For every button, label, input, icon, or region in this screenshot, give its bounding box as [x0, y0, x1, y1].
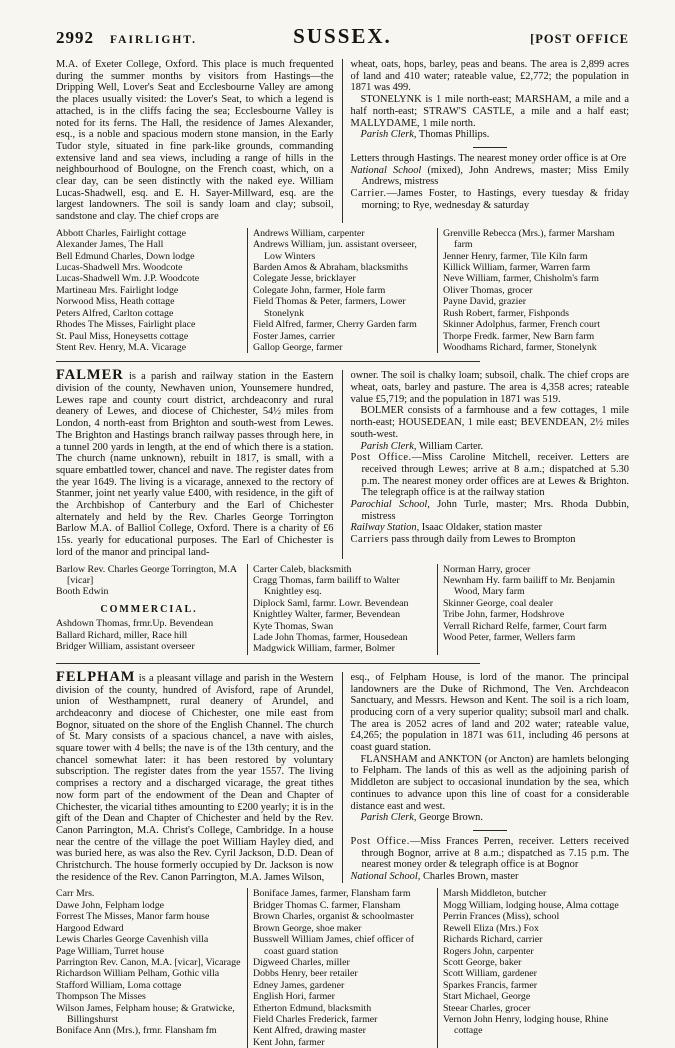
falmer-owner-paragraph: owner. The soil is chalky loam; subsoil, chalk. The chief crops are wheat, oats, barley and pasture. The area is 4,358 acres; rateable value £5,719; and the population in 1871 was 519.	[350, 370, 629, 405]
directory-entry: Bridger Thomas C. farmer, Flansham	[252, 899, 401, 911]
directory-entry: Jenner Henry, farmer, Tile Kiln farm	[442, 250, 588, 262]
directory-entry: Field Thomas & Peter, farmers, Lower Stonelynk	[252, 296, 406, 319]
falmer-prose	[56, 367, 629, 558]
directory-entry: Etherton Edmund, blacksmith	[252, 1002, 372, 1014]
directory-entry: Sparkes Francis, farmer	[442, 979, 537, 991]
directory-entry: Colegate Jesse, bricklayer	[252, 273, 356, 285]
fairlight-parish-clerk: Parish Clerk, Thomas Phillips.	[360, 129, 490, 141]
fairlight-letters-note: Letters through Hastings. The nearest money order office is at Ore	[350, 152, 627, 164]
felpham-directory-col3	[438, 888, 629, 1048]
directory-entry: Page William, Turret house	[56, 945, 165, 957]
directory-entry: Diplock Saml, farmr. Lowr. Bevendean	[252, 597, 409, 609]
directory-entry: Bridger William, assistant overseer	[56, 641, 195, 652]
felpham-directory-col1	[56, 888, 247, 1048]
felpham-directory	[56, 888, 629, 1048]
directory-entry: Payne David, grazier	[442, 296, 527, 308]
directory-entry: Skinner Adolphus, farmer, French court	[442, 319, 600, 331]
falmer-description-paragraph: FALMER is a parish and railway station in the Eastern division of the county, Newhaven union, Younsemere hundred, Lewes rape and county court district, archdeaconry and rural deanery of Lewes, and diocese of Chichester, 54½ miles from London, 4 north-east from Brighton and south-west from Lewes. The Brighton and Hastings branch railway passes through here, in a tunnel 200 yards in length, at the end of which there is a station. The church (name unknown), rebuilt in 1817, is small, with a square embattled tower, chancel and nave. The register dates from the year 1649. The living is a vicarage, annexed to the rectory of Stanmer, joint net yearly value £400, with residence, in the gift of the Archbishop of Canterbury and the Earl of Chichester alternately and held by the Rev. Charles George Torrington Barlow M.A. of Balliol College, Oxford. There is a charity of £6 15s. yearly for educational purposes. The Earl of Chichester is lord of the manor and principal land-	[56, 367, 334, 558]
falmer-carriers-note: Carriers pass through daily from Lewes to Brompton	[350, 534, 576, 546]
directory-entry: Rogers John, carpenter	[442, 945, 534, 957]
fairlight-continuation-paragraph: M.A. of Exeter College, Oxford. This place is much frequented during the summer months by visitors from Hastings—the Dripping Well, Lover's Seat and Ecclesbourne Valley are among the places usually visited: the Lover's Seat, to which a legend is attached, is in the cliffs facing the sea; Ecclesbourne Valley is noted for its ferns. The Hall, the residence of James Alexander, esq., is a noble and spacious modern stone mansion, in the Early Tudor style, situated in fine park-like grounds, commanding extensive land and sea views, including a range of hills in the neighbourhood of Boulogne, on the French coast, which, on a clear day, can be seen distinctly with the naked eye. William Lucas-Shadwell, esq. and E. H. Sayer-Millward, esq. are the largest landowners. The soil is sandy loam and clay; subsoil, sandstone and clay. The chief crops are	[56, 59, 334, 223]
directory-entry: Stafford William, Loma cottage	[56, 979, 182, 991]
directory-entry: Scott William, gardener	[442, 968, 537, 980]
directory-entry: Edney James, gardener	[252, 979, 345, 991]
directory-entry: Marsh Middleton, butcher	[442, 888, 547, 900]
felpham-parish-clerk: Parish Clerk, George Brown.	[360, 812, 483, 824]
directory-entry: Hargood Edward	[56, 922, 124, 934]
falmer-directory	[56, 564, 629, 655]
falmer-lead-word: FALMER	[56, 367, 124, 384]
directory-entry: Wood Peter, farmer, Wellers farm	[442, 632, 576, 643]
header-left	[56, 28, 247, 48]
section-divider	[56, 361, 480, 362]
directory-entry: Norwood Miss, Heath cottage	[56, 296, 175, 308]
directory-entry: Parrington Rev. Canon, M.A. [vicar], Vicarage	[56, 956, 241, 968]
running-head-place: FAIRLIGHT.	[110, 34, 197, 46]
fairlight-directory	[56, 228, 629, 353]
directory-entry: Digweed Charles, miller	[252, 956, 350, 968]
directory-entry: Madgwick William, farmer, Bolmer	[252, 643, 395, 655]
fairlight-directory-col2	[247, 228, 438, 353]
directory-entry: Lucas-Shadwell Wm. J.P. Woodcote	[56, 273, 200, 285]
section-divider	[56, 663, 480, 664]
directory-entry: Newnham Hy. farm bailiff to Mr. Benjamin Wood, Mary farm	[442, 574, 615, 598]
directory-entry: Bell Edmund Charles, Down lodge	[56, 250, 195, 262]
directory-entry: Verrall Richard Relfe, farmer, Court farm	[442, 620, 607, 632]
directory-entry: English Hori, farmer	[252, 991, 335, 1003]
directory-entry: Lewis Charles George Cavenhish villa	[56, 934, 209, 946]
directory-entry: Killick William, farmer, Warren farm	[442, 262, 591, 274]
fairlight-hamlets-paragraph: STONELYNK is 1 mile north-east; MARSHAM, a mile and a half north-east; STRAW'S CASTLE, a mile and a half east; MALLYDAME, 1 mile north.	[350, 94, 629, 129]
felpham-right-column	[343, 672, 630, 884]
directory-entry: Peters Alfred, Carlton cottage	[56, 307, 174, 319]
directory-entry: Thompson The Misses	[56, 991, 146, 1003]
felpham-manor-paragraph: esq., of Felpham House, is lord of the manor. The principal landowners are the Duke of Richmond, The Ven. Archdeacon Sanctuary, and Messrs. Hewson and Kent. The soil is a rich loam, producing corn of a very superior quality; subsoil marl and chalk. The area is 2052 acres of land and 202 water; rateable value, £4,265; the population in 1871 was 611, including 46 persons at coast guard station.	[350, 671, 629, 754]
directory-entry: Rewell Eliza (Mrs.) Fox	[442, 922, 539, 934]
fairlight-right-column	[343, 59, 630, 223]
page-header	[56, 24, 629, 49]
directory-entry: Andrews William, carpenter	[252, 227, 365, 239]
directory-entry: Abbott Charles, Fairlight cottage	[56, 227, 186, 239]
page-number: 2992	[56, 28, 94, 47]
felpham-directory-col2	[247, 888, 438, 1048]
directory-entry: Grenville Rebecca (Mrs.), farmer Marsham farm	[442, 227, 615, 251]
directory-entry: Brown Charles, organist & schoolmaster	[252, 911, 414, 923]
directory-entry: Rush Robert, farmer, Fishponds	[442, 307, 569, 319]
directory-entry: Ashdown Thomas, frmr.Up. Bevendean	[56, 618, 214, 630]
directory-entry: Skinner George, coal dealer	[442, 597, 553, 609]
fairlight-directory-col1	[56, 228, 247, 353]
directory-entry: Barlow Rev. Charles George Torrington, M.A [vicar]	[56, 563, 237, 586]
falmer-left-column	[56, 367, 343, 558]
directory-entry: Cragg Thomas, farm bailiff to Walter Knightley esq.	[252, 574, 400, 598]
felpham-flansham-paragraph: FLANSHAM and ANKTON (or Ancton) are hamlets belonging to Felpham. The lands of this as well as the adjoining parish of Middleton are subject to occasional inundation by the sea, which continues to advance upon this line of coast for a considerable distance east and west.	[350, 753, 629, 812]
directory-entry: Carr Mrs.	[56, 888, 95, 900]
directory-entry: Lade John Thomas, farmer, Housedean	[252, 632, 408, 643]
directory-entry: Oliver Thomas, grocer	[442, 284, 533, 296]
falmer-parish-clerk: Parish Clerk, William Carter.	[360, 440, 484, 452]
directory-entry: Busswell William James, chief officer of coast guard station	[252, 934, 415, 957]
directory-entry: Barden Amos & Abraham, blacksmiths	[252, 262, 408, 274]
felpham-lead-word: FELPHAM	[56, 668, 136, 685]
directory-entry: Ballard Richard, miller, Race hill	[56, 629, 188, 641]
directory-entry: Thorpe Fredk. farmer, New Barn farm	[442, 330, 595, 342]
commercial-heading: COMMERCIAL.	[100, 603, 198, 615]
directory-entry: Wilson James, Felpham house; & Gratwicke, Billingshurst	[56, 1002, 235, 1025]
fairlight-carrier-note: Carrier.—James Foster, to Hastings, every tuesday & friday morning; to Rye, wednesday & saturday	[350, 188, 629, 211]
fairlight-school-note: National School (mixed), John Andrews, master; Miss Emily Andrews, mistress	[350, 164, 630, 188]
felpham-post-office-note: Post Office.—Miss Frances Perren, receiver. Letters received through Bognor, arrive at 8 a.m.; dispatched as 7.15 p.m. The nearest money order & telegraph office is at Bognor	[350, 835, 629, 871]
directory-entry: Kent Alfred, drawing master	[252, 1025, 366, 1037]
directory-entry: Field Alfred, farmer, Cherry Garden farm	[252, 319, 417, 331]
falmer-right-column	[343, 370, 630, 558]
directory-entry: Alexander James, The Hall	[56, 239, 164, 251]
directory-entry: Kent John, farmer	[252, 1036, 325, 1048]
directory-entry: Boniface Ann (Mrs.), frmr. Flansham fm	[56, 1025, 217, 1037]
falmer-bolmer-paragraph: BOLMER consists of a farmhouse and a few cottages, 1 mile north-east; HOUSEDEAN, 1 mile east; BEVENDEAN, 2½ miles south-west.	[350, 405, 629, 440]
directory-entry: Knightley Walter, farmer, Bevendean	[252, 609, 401, 621]
directory-entry: Dobbs Henry, beer retailer	[252, 968, 358, 980]
felpham-prose	[56, 668, 629, 884]
falmer-directory-col2	[247, 564, 438, 655]
directory-entry: Colegate John, farmer, Hole farm	[252, 284, 386, 296]
directory-entry: Foster James, carrier	[252, 330, 335, 342]
falmer-commercial-entries	[56, 618, 242, 652]
directory-entry: Martineau Mrs. Fairlight lodge	[56, 284, 179, 296]
falmer-parochial-school-note: Parochial School, John Turle, master; Mrs. Rhoda Dubbin, mistress	[350, 499, 629, 522]
directory-entry: Brown George, shoe maker	[252, 922, 362, 934]
running-head-directory: [POST OFFICE	[530, 32, 629, 46]
directory-entry: Rhodes The Misses, Fairlight place	[56, 319, 196, 331]
falmer-post-office-note: Post Office.—Miss Caroline Mitchell, receiver. Letters are received through Lewes; arrive at 8 a.m.; dispatched at 5.30 p.m. The nearest money order offices are at Lewes & Brighton. The telegraph office is at the railway station	[350, 452, 629, 499]
directory-entry: Vernon John Henry, lodging house, Rhine cottage	[442, 1013, 609, 1037]
directory-entry: Woodhams Richard, farmer, Stonelynk	[442, 341, 597, 353]
directory-entry: Gallop George, farmer	[252, 341, 343, 353]
directory-entry: Field Charles Frederick, farmer	[252, 1013, 378, 1025]
fairlight-crops-paragraph: wheat, oats, hops, barley, peas and beans. The area is 2,899 acres of land and 410 water; rateable value, £2,772; the population in 1871 was 499.	[350, 59, 629, 94]
directory-entry: Carter Caleb, blacksmith	[252, 563, 352, 575]
directory-entry: Start Michael, George	[442, 991, 531, 1003]
directory-entry: Forrest The Misses, Manor farm house	[56, 911, 210, 923]
directory-entry: Kyte Thomas, Swan	[252, 620, 334, 632]
directory-entry: St. Paul Miss, Honeysetts cottage	[56, 330, 189, 342]
directory-entry: Boniface James, farmer, Flansham farm	[252, 888, 411, 900]
felpham-description-paragraph: FELPHAM is a pleasant village and parish in the Western division of the county, hundred of Avisford, rape of Arundel, union of Westhampnett, rural deanery of Arundel, and archdeaconry and diocese of Chichester, one mile east from Bognor, situated on the shore of the English Channel. The church of St. Mary consists of a spacious chancel, a nave with aisles, square tower with 4 bells; the nave is of the 13th century, and the chancel somewhat later: it has been restored by voluntary subscription. The register dates from the year 1557. The living comprises a rectory and a discharged vicarage, the great tithes now form part of the endowment of the Dean and Chapter of Chichester, the vicarial tithes amounting to £200 yearly; it is in the gift of the Dean and Chapter of Chichester and held by the Rev. Canon Parrington, M.A. Christ's College, Cambridge. In a house near the centre of the village the poet William Hayley died, and was buried here, as was also the Rev. Cyril Jackson, D.D. Dean of Christchurch. The house formerly occupied by Dr. Jackson is now the residence of the Rev. Canon Parrington, M.A. James Wilson,	[56, 668, 334, 883]
falmer-directory-col3	[438, 564, 629, 655]
falmer-directory-col1	[56, 564, 247, 655]
directory-entry: Richardson William Pelham, Gothic villa	[56, 968, 220, 980]
directory-entry: Mogg William, lodging house, Alma cottage	[442, 899, 619, 911]
felpham-left-column	[56, 668, 343, 884]
directory-entry: Stent Rev. Henry, M.A. Vicarage	[56, 341, 187, 353]
directory-entry: Dawe John, Felpham lodge	[56, 899, 165, 911]
falmer-railway-station-note: Railway Station, Isaac Oldaker, station master	[350, 522, 542, 534]
directory-entry: Lucas-Shadwell Mrs. Woodcote	[56, 262, 183, 274]
felpham-school-note: National School, Charles Brown, master	[350, 871, 519, 883]
fairlight-prose	[56, 59, 629, 223]
directory-entry: Perrin Frances (Miss), school	[442, 911, 560, 923]
fairlight-directory-col3	[438, 228, 629, 353]
directory-entry: Tribe John, farmer, Hodshrove	[442, 609, 565, 621]
directory-entry: Norman Harry, grocer	[442, 563, 531, 575]
directory-entry: Booth Edwin	[56, 586, 109, 598]
directory-entry: Neve William, farmer, Chisholm's farm	[442, 273, 599, 285]
county-title: SUSSEX.	[293, 24, 392, 48]
falmer-private-residents	[56, 564, 242, 598]
directory-entry: Scott George, baker	[442, 956, 522, 968]
subsection-rule	[473, 147, 507, 148]
directory-entry: Andrews William, jun. assistant overseer, Low Winters	[252, 239, 417, 262]
directory-entry: Steear Charles, grocer	[442, 1002, 531, 1014]
subsection-rule	[473, 830, 507, 831]
fairlight-left-column	[56, 59, 343, 223]
directory-entry: Richards Richard, carrier	[442, 934, 543, 946]
